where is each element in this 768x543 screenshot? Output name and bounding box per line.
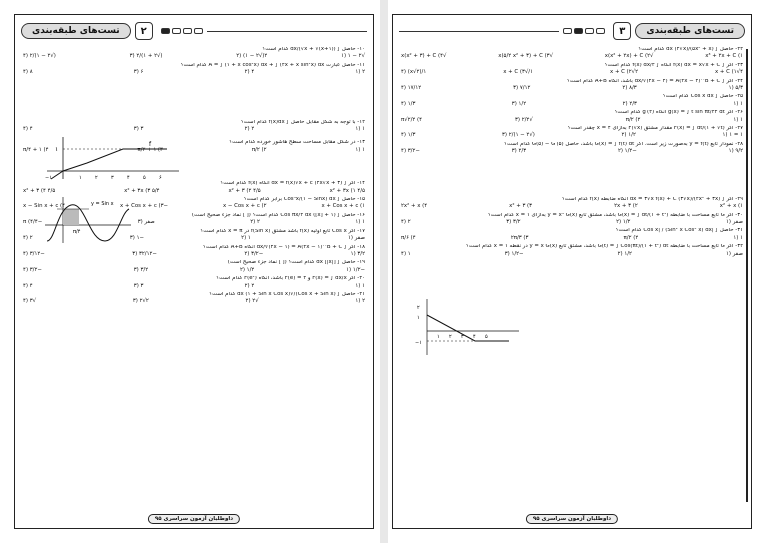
left-page-header (21, 21, 367, 41)
question-options (23, 268, 365, 273)
left-page-dots (161, 28, 203, 34)
answer-option[interactable]: ۳/۲ (۱ (350, 250, 365, 257)
question-options (23, 284, 365, 289)
answer-option[interactable]: x² + ۳ (۳ (509, 203, 533, 210)
answer-option[interactable]: ۱/۳ (۴ (401, 132, 416, 139)
answer-option[interactable]: π/۴ + ۱ (۴ (23, 146, 49, 153)
question-options (23, 252, 365, 257)
answer-option[interactable]: −۳/۲ (۴ (401, 148, 420, 155)
question (401, 63, 743, 76)
answer-option[interactable]: ۱/(۲√x) (۴ (401, 69, 427, 76)
question-options (401, 236, 743, 241)
answer-option[interactable]: ۱/۲ (۳ (511, 100, 527, 107)
question-options (401, 149, 743, 154)
answer-option[interactable]: π/۲ (۲ (251, 146, 267, 153)
answer-option[interactable]: ۲x + ۳ (۲ (614, 203, 638, 210)
q12-tick: ۱ (79, 175, 82, 181)
answer-option[interactable]: ۱ (۱ (355, 126, 365, 133)
answer-option[interactable]: ۲(√۲ − ۱) (۲ (236, 53, 268, 60)
answer-option[interactable]: ۱/√x + C (۳ (503, 69, 534, 76)
answer-option[interactable]: صفر (۱ (725, 218, 743, 225)
question (401, 110, 743, 123)
question-stem: ۱۵- حاصل ∫ Cos³x/(۱ − Sinx) dx برابر کدام است؟ (243, 197, 365, 203)
answer-option[interactable]: π/۲ + ۱ (۳ (137, 146, 163, 153)
question-options (23, 70, 365, 75)
answer-option[interactable]: √x(x² + ۳) + C (۴ (401, 53, 447, 60)
question-stem: ۲۲- حاصل ∫ (۵x² + x)/(۲√x) dx کدام است؟ (638, 47, 743, 52)
q28-tick: ۴ (473, 334, 476, 340)
right-questions (401, 47, 743, 506)
answer-option[interactable]: ۲√۲ (۳ (132, 298, 149, 305)
answer-option[interactable]: −۳/۱۲ (۴ (23, 250, 45, 257)
question (401, 213, 743, 226)
answer-option[interactable]: ۸/۳ (۲ (622, 85, 637, 92)
question-stem: ۲۶- اگر g(x) = ∫ t sin πt/۲۴ dt آنگاه g′(۲) کدام است؟ (614, 110, 743, 116)
left-header-rule (207, 31, 367, 32)
question-stem: ۱۹- حاصل ∫ [|x|] dx کدام است؟ ([ ] نماد جزء صحیح است) (227, 260, 365, 266)
question (23, 63, 365, 76)
answer-option[interactable]: ۲ (۱ (355, 69, 365, 76)
q12-tick: ۲ (95, 175, 98, 181)
q12-tick: ۶ (159, 175, 162, 181)
answer-option[interactable]: ۴ (۴ (23, 282, 33, 289)
question (23, 181, 365, 194)
q13-curve-label: y = Sin x (91, 201, 114, 207)
answer-option[interactable]: ۴/۵ x² + ۳ (۲ (228, 187, 261, 194)
right-header-rule (399, 31, 559, 32)
page-gutter (380, 0, 388, 543)
right-page-title: تست‌های طبقه‌بندی (635, 23, 745, 39)
q12-tick: ۵ (143, 175, 146, 181)
answer-option[interactable]: ۷/۱۲ (۳ (513, 85, 531, 92)
question (23, 120, 365, 133)
answer-option[interactable]: ۱ (۴ (401, 250, 411, 257)
answer-option[interactable]: ۵/۳ (۱ (728, 85, 743, 92)
answer-option[interactable]: −۳/۲ (۲ (244, 250, 264, 257)
question-stem: ۳۰- اگر G تابع مساحت با ضابطه G(x) = ∫ dt/(۱ + t³) باشد، مشتق تابع y = x³ G(x) به‌ازای x = ۱ کدام است؟ (487, 212, 743, 218)
question (23, 47, 365, 60)
answer-option[interactable]: ۲/۳ (۳ (511, 148, 527, 155)
question-stem: ۱۴- اگر ∫ (۲x√x + ۳) dx = f(x)√x + c آنگاه f(x) کدام است؟ (220, 181, 365, 187)
question (23, 260, 365, 273)
right-page-dots (563, 28, 605, 34)
answer-option[interactable]: ۱ (۱ (355, 282, 365, 289)
answer-option[interactable]: ۱ (۱ (733, 100, 743, 107)
answer-option[interactable]: π/۲ (۲ (625, 116, 641, 123)
question-stem: ۲۹- اگر ∫ (۲x² + ۳x)/(۳√x) dx = ۳√x f(x) + C آنگاه ضابطه f(x) کدام است؟ (561, 196, 743, 202)
q28-tick: ۲ (417, 305, 420, 311)
answer-option[interactable]: ۴ (۴ (23, 126, 33, 133)
question (401, 244, 743, 257)
answer-option[interactable]: ۳ (۳ (133, 282, 144, 289)
answer-option[interactable]: −۴/π (۴ (23, 219, 43, 226)
answer-option[interactable]: ۱/۳ (۴ (401, 100, 416, 107)
question (23, 292, 365, 305)
answer-option[interactable]: −۳/۲ (۴ (23, 266, 42, 273)
left-page-footer: داوطلبان آزمون سراسری ۹۵ (148, 514, 240, 524)
left-page-title: تست‌های طبقه‌بندی (21, 23, 131, 39)
answer-option[interactable]: √x(۵/۲ x² + ۳) + C (۳ (498, 53, 554, 60)
question-options (23, 189, 365, 194)
question (23, 245, 365, 258)
answer-option[interactable]: ۵/۴ x² + ۳x (۳ (124, 187, 160, 194)
left-questions (23, 47, 365, 506)
answer-option[interactable]: x + Cos x + c (۱ (321, 203, 365, 210)
answer-option[interactable]: ۱/۲ (۲ (239, 266, 255, 273)
question-stem: ۲۰- اگر F(x) = ∫ dx/x و F(e) = ۲ باشد، آنگاه F(e²) کدام است؟ (216, 276, 365, 282)
right-page-footer: داوطلبان آزمون سراسری ۹۵ (526, 514, 618, 524)
answer-option[interactable]: −x + Cos x + c (۳ (119, 203, 169, 210)
answer-option[interactable]: −۱/۲ (۱ (346, 266, 365, 273)
question (401, 47, 743, 60)
q12-tick: ۴ (127, 175, 130, 181)
answer-option[interactable]: ۸ (۴ (23, 69, 33, 76)
right-page-sidebar-rule (746, 49, 748, 502)
q12-curve-label: f (149, 141, 152, 148)
answer-option[interactable]: ۱ (۱ (733, 116, 743, 123)
answer-option[interactable]: ۲√x + C (۲ (610, 69, 639, 76)
q12-y-label: ۱ (55, 146, 59, 153)
right-page-header (399, 21, 745, 41)
question-stem: ۱۳- در شکل مقابل مساحت سطح هاشور خورده کدام است؟ (229, 140, 365, 146)
answer-option[interactable]: √x(x² + ۲x) + C (۲ (604, 53, 654, 60)
answer-option[interactable]: ۱ (۱ (733, 234, 743, 241)
answer-option[interactable]: صفر (۱ (725, 250, 743, 257)
answer-option[interactable]: ۴√x + C (۱ (715, 69, 743, 76)
answer-option[interactable]: ۳ (۳ (133, 126, 144, 133)
q28-tick: −۱ (415, 340, 422, 346)
right-page-number: ۳ (613, 22, 631, 40)
left-page-number: ۲ (135, 22, 153, 40)
question-options (401, 204, 743, 209)
answer-option[interactable]: ۴/۵ x² + ۳ (۴ (23, 187, 56, 194)
answer-option[interactable]: ۲/۳ (۲ (622, 100, 637, 107)
answer-option[interactable]: ۱۷/۱۲ (۴ (401, 85, 422, 92)
answer-option[interactable]: −۱ (۳ (129, 235, 144, 242)
q28-tick: ۳ (461, 334, 464, 340)
answer-option[interactable]: π/۲ (۲ (623, 234, 639, 241)
question-stem: ۲۴- اگر ∫ dx/∜(۲x − ۲) = A(۲x − ۲)^B + C باشد، آنگاه A+B کدام است؟ (567, 78, 743, 84)
question-options (401, 54, 743, 59)
question-options (23, 127, 365, 132)
question (401, 142, 743, 155)
answer-option[interactable]: ۲ (۴ (401, 218, 411, 225)
answer-option[interactable]: ۲π/۳ (۳ (510, 234, 529, 241)
answer-option[interactable]: ۱/۲ (۲ (616, 218, 631, 225)
question-options (401, 252, 743, 257)
answer-option[interactable]: ۴/۵ x² + ۳x (۱ (329, 187, 365, 194)
answer-option[interactable]: ۴ (۲ (244, 69, 255, 76)
question (401, 126, 743, 139)
answer-option[interactable]: صفر (۳ (137, 219, 155, 226)
question-stem: ۱۷- اگر Cos x تابع اولیه f(x) باشد مشتق f(Sin x) در x = π کدام است؟ (200, 228, 365, 234)
answer-option[interactable]: ۲ (۲ (244, 282, 255, 289)
question-stem: ۲۱- حاصل ∫ (Cos x + Sin x)/√(۱ + Sin x Cos x) dx کدام است؟ (209, 291, 365, 297)
answer-option[interactable]: (√۲ + ۱)/۲ (۳ (129, 53, 163, 60)
question-stem: ۲۸- نمودار تابع y = f(t) به‌صورت زیر است. اگر G(x) = ∫ f(t) dt باشد، حاصل G(۵) − G′(۵) کدام است؟ (504, 141, 743, 147)
answer-option[interactable]: ۱/۲ (۲ (621, 132, 636, 139)
answer-option[interactable]: ۱ (۱ (355, 219, 365, 226)
q28-tick: ۲ (449, 334, 452, 340)
question-options (401, 220, 743, 225)
question (401, 79, 743, 92)
right-page (392, 14, 752, 529)
question-stem: ۲۵- حاصل ∫ Cos x dx کدام است؟ (662, 94, 743, 100)
answer-option[interactable]: ۳/۲ (۳ (506, 218, 521, 225)
answer-option[interactable]: √۳ (۴ (23, 298, 37, 305)
question-options (23, 299, 365, 304)
question-options (401, 133, 743, 138)
answer-option[interactable]: ۶ (۳ (133, 69, 144, 76)
left-page (14, 14, 374, 529)
question-options (23, 54, 365, 59)
question-options (401, 70, 743, 75)
question (401, 228, 743, 241)
answer-option[interactable]: −۳۲/۱۲ (۳ (132, 250, 157, 257)
question-stem: ۱۲- با توجه به شکل مقابل حاصل ∫ f(x)dx کدام است؟ (240, 119, 365, 125)
answer-option[interactable]: ۲ (۴ (23, 235, 33, 242)
question (401, 94, 743, 107)
question-options (401, 86, 743, 91)
answer-option[interactable]: x − Cos x + c (۲ (222, 203, 267, 210)
question (23, 276, 365, 289)
answer-option[interactable]: ۹/۲ (۱ (728, 148, 743, 155)
question-stem: ۱۰- حاصل ∫ dx/(√x + √(x+۱)) کدام است؟ (262, 47, 365, 52)
q13-tick: π/۴ (73, 229, 81, 235)
q12-tick: ۳ (111, 175, 114, 181)
answer-option[interactable]: صفر (۱ (347, 235, 365, 242)
q12-graph (43, 133, 183, 183)
question (401, 197, 743, 210)
q28-graph (413, 297, 523, 357)
question-options (401, 102, 743, 107)
question-stem: ۲۷- اگر F(x) = ∫ dt/(۱ + √t) مقدار مشتق F(√x) به‌ازای x = ۴ چقدر است؟ (567, 126, 743, 132)
question-stem: ۲۳- اگر ∫ f(x) dx = x√x + C آنگاه ∫ ۲/f(x) dx کدام است؟ (604, 62, 743, 68)
answer-option[interactable]: x − Sin x + c (۴ (23, 203, 66, 210)
answer-option[interactable]: √۲ (۲ (245, 298, 259, 305)
answer-option[interactable]: ۳/۲ (۳ (133, 266, 149, 273)
answer-option[interactable]: √۲ − ۱ (۱ (341, 53, 365, 60)
q12-tick: −۱ (45, 175, 52, 181)
question-stem: ۱۱- حاصل عبارت A = ∫ (۱ + x cos²x) dx + ∫ (۲x + x sin²x) dx کدام است؟ (180, 62, 365, 68)
question-stem: ۳۱- حاصل ∫ |Cos x| / (Sin² x Cos² x) dx کدام است؟ (615, 228, 743, 234)
question-stem: ۱۸- اگر ∫ dx/∛(۲x − ۱) = A(۲x − ۱)^B + C آنگاه A+B کدام است؟ (202, 244, 365, 250)
answer-option[interactable]: ۲ (۲ (244, 126, 255, 133)
q28-tick: ۱ (417, 315, 420, 321)
question-stem: ۳۲- اگر G تابع مساحت با ضابطه G(t) = ∫ Cos(πt)/(۱ + t²) dt باشد، مشتق تابع y = x G(x) در نقطه x = ۱ کدام است؟ (465, 244, 743, 250)
answer-option[interactable]: ۲ (۱ (355, 298, 365, 305)
answer-option[interactable]: (√۲ − ۱)/۲ (۳ (502, 132, 535, 139)
answer-option[interactable]: √۲/۲ (۳ (514, 116, 533, 123)
answer-option[interactable]: x³ + ۲x + C (۱ (705, 53, 743, 60)
q28-tick: ۵ (485, 334, 488, 340)
answer-option[interactable]: π√۲/۲ (۴ (401, 116, 422, 123)
answer-option[interactable]: ۱ (۱ (355, 146, 365, 153)
answer-option[interactable]: ۱/۲ (۲ (617, 250, 632, 257)
question-stem: ۱۶- حاصل ∫ (۱ + [x]) Cos πx/۲ dx کدام است؟ ([ ] نماد جزء صحیح است) (191, 212, 365, 218)
q13-graph (43, 195, 133, 245)
answer-option[interactable]: ۲x² + x (۴ (401, 203, 428, 210)
answer-option[interactable]: (√۲ − ۱)/۲ (۴ (23, 53, 56, 60)
question-options (401, 118, 743, 123)
answer-option[interactable]: −۱/۲ (۳ (504, 250, 524, 257)
answer-option[interactable]: ۱ (۲ (241, 235, 251, 242)
answer-option[interactable]: π/۶ (۴ (401, 234, 416, 241)
answer-option[interactable]: −۱/۲ (۲ (617, 148, 637, 155)
answer-option[interactable]: ۱ = ۱ (۱ (722, 132, 743, 139)
q28-tick: ۱ (437, 334, 440, 340)
answer-option[interactable]: ۲ (۲ (250, 219, 260, 226)
answer-option[interactable]: x² + x (۱ (719, 203, 743, 210)
